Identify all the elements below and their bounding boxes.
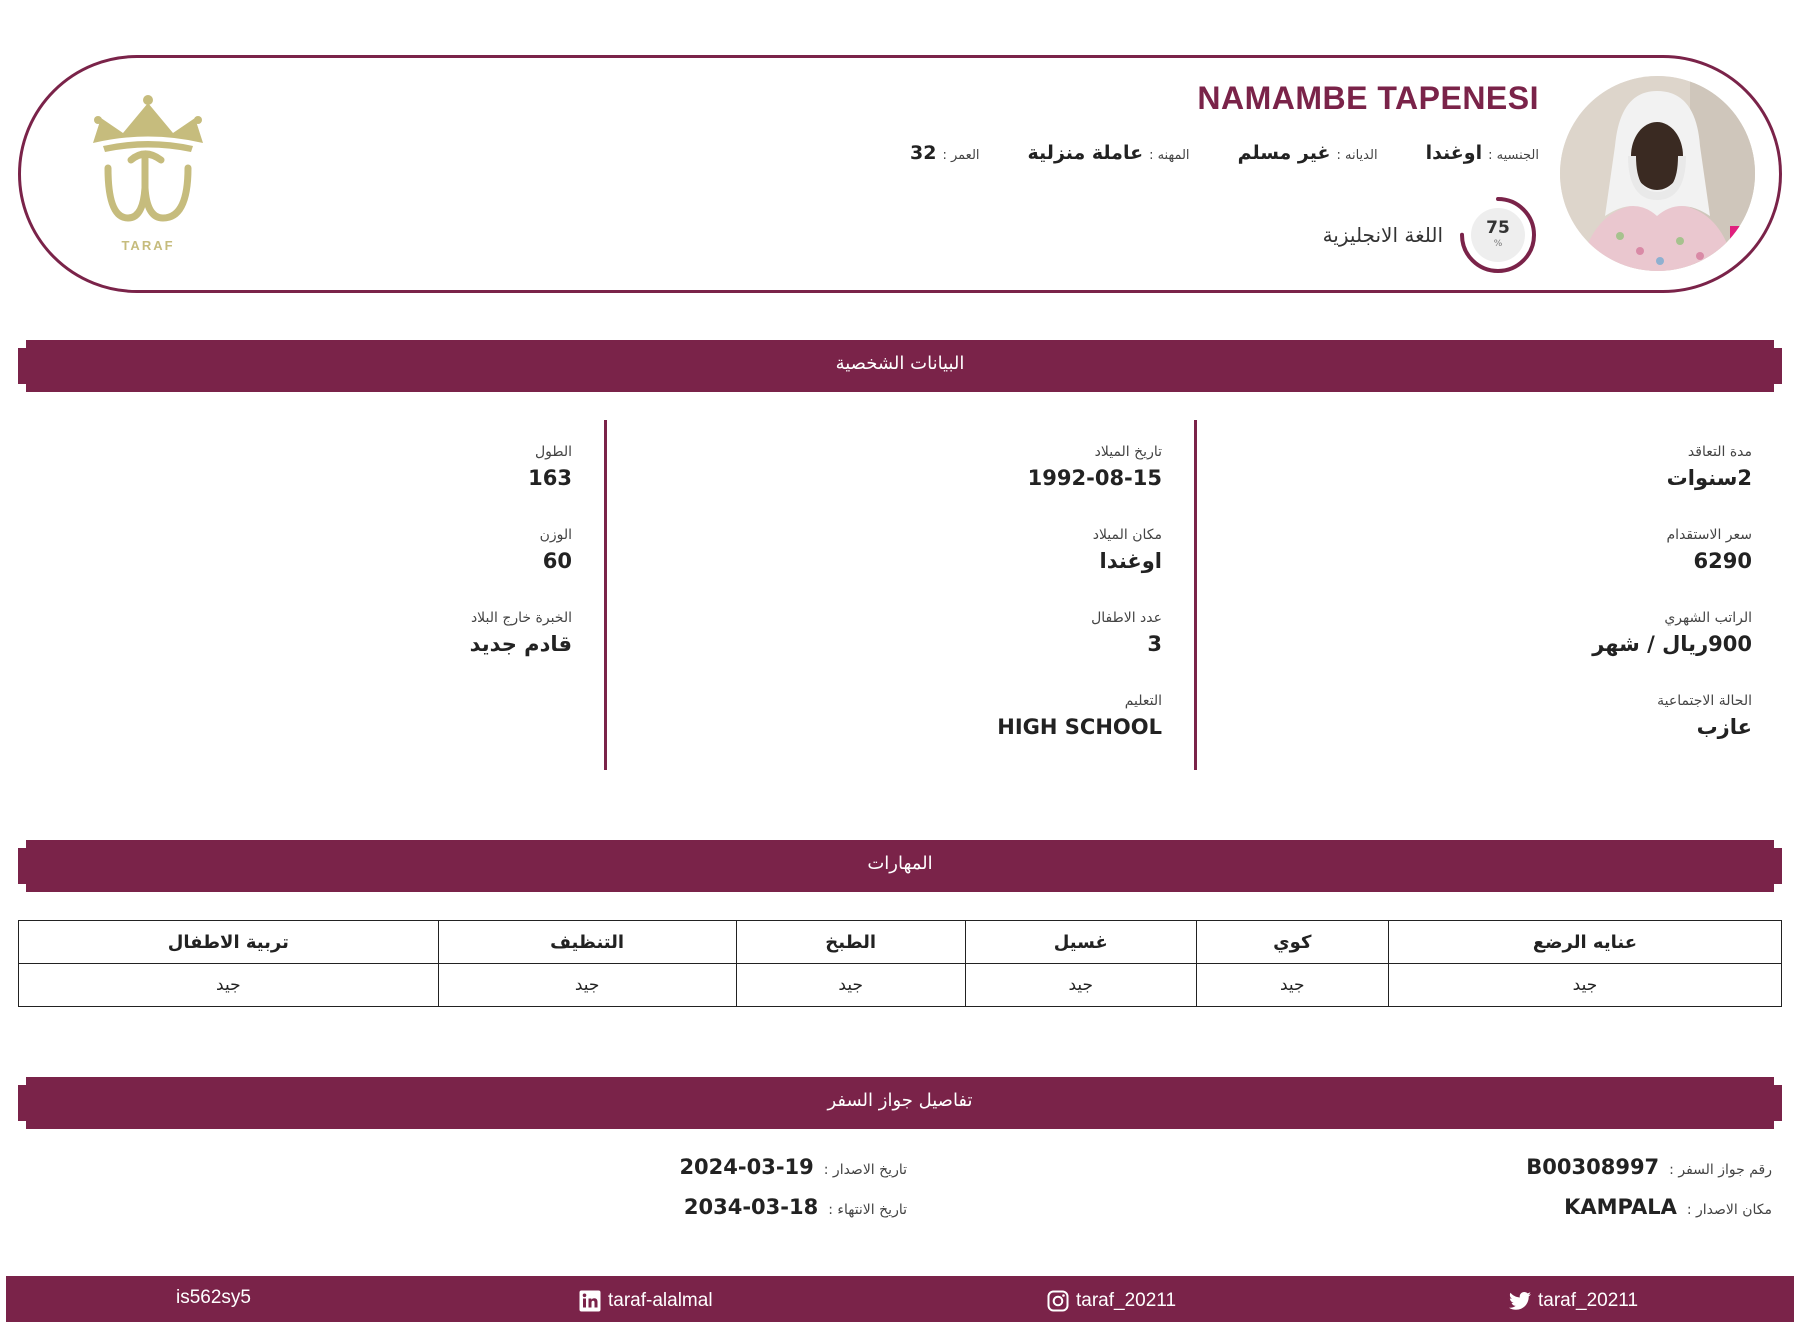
skills-header: [18, 840, 1782, 892]
birth-place-field: [1093, 527, 1162, 573]
nationality-label: الجنسيه :: [1488, 148, 1539, 163]
contract-duration-label: مدة التعاقد: [1687, 444, 1752, 460]
education-label: التعليم: [1124, 693, 1162, 709]
birth-date-field: [1028, 444, 1162, 490]
children-value: 3: [1147, 632, 1162, 656]
basic-info-row: [910, 142, 1539, 164]
weight-field: [540, 527, 572, 573]
skills-header-row: [19, 921, 1782, 964]
instagram-icon: [1046, 1289, 1070, 1313]
children-field: [1091, 610, 1162, 656]
height-field: [528, 444, 572, 490]
column-divider: [604, 420, 607, 770]
religion-item: [1238, 142, 1378, 164]
contract-duration-value: 2سنوات: [1666, 466, 1752, 490]
passport-details: [18, 1155, 1782, 1245]
language-score: 75: [1486, 218, 1510, 238]
skill-header-infant-care: عنايه الرضع: [1388, 921, 1781, 964]
issue-place-value: KAMPALA: [1564, 1195, 1677, 1219]
birth-date-value: 1992-08-15: [1027, 466, 1162, 490]
footer-twitter[interactable]: [1508, 1289, 1638, 1313]
birth-date-label: تاريخ الميلاد: [1094, 444, 1162, 460]
instagram-handle: taraf_20211: [1076, 1290, 1177, 1311]
issue-date-label: تاريخ الاصدار :: [823, 1162, 907, 1178]
language-gauge: [1457, 194, 1539, 276]
birth-place-label: مكان الميلاد: [1092, 527, 1162, 543]
skill-header-washing: غسيل: [965, 921, 1196, 964]
experience-value: قادم جديد: [469, 632, 572, 656]
skill-header-ironing: كوي: [1196, 921, 1388, 964]
skill-header-cleaning: التنظيف: [438, 921, 736, 964]
age-label: العمر :: [942, 148, 980, 163]
religion-label: الديانه :: [1336, 148, 1378, 163]
profile-code: is562sy5: [176, 1287, 251, 1308]
footer-code: [176, 1287, 251, 1309]
footer-linkedin[interactable]: [578, 1289, 713, 1313]
age-item: [910, 142, 980, 164]
profession-label: المهنه :: [1149, 148, 1190, 163]
issue-place-field: [1564, 1195, 1772, 1219]
language-skill: [1323, 194, 1539, 276]
personal-data-section: [18, 420, 1782, 770]
personal-column-right: [1252, 420, 1752, 770]
expiry-date-label: تاريخ الانتهاء :: [828, 1202, 907, 1218]
expiry-date-value: 2034-03-18: [683, 1195, 819, 1219]
passport-number-field: [1526, 1155, 1772, 1179]
profession-item: [1028, 142, 1190, 164]
contract-duration-field: [1667, 444, 1752, 490]
personal-column-middle: [662, 420, 1162, 770]
recruitment-price-value: 6290: [1693, 549, 1752, 573]
personal-data-title: البيانات الشخصية: [835, 353, 965, 374]
logo-text: TARAF: [121, 238, 175, 253]
crown-logo-icon: [83, 88, 213, 238]
birth-place-value: اوغندا: [1099, 549, 1162, 573]
education-field: [997, 693, 1162, 739]
weight-value: 60: [542, 549, 572, 573]
profession-value: عاملة منزلية: [1027, 142, 1144, 164]
language-percent-sign: %: [1493, 239, 1503, 249]
expiry-date-field: [684, 1195, 907, 1219]
skills-title: المهارات: [867, 853, 933, 874]
marital-status-value: عازب: [1696, 715, 1752, 739]
footer-bar: [6, 1276, 1794, 1322]
skill-rating-washing: جيد: [965, 964, 1196, 1007]
passport-number-label: رقم جواز السفر :: [1669, 1162, 1772, 1178]
skill-header-childcare: تربية الاطفال: [19, 921, 439, 964]
skill-rating-infant-care: جيد: [1388, 964, 1781, 1007]
twitter-handle: taraf_20211: [1538, 1290, 1639, 1311]
monthly-salary-field: [1592, 610, 1752, 656]
monthly-salary-value: 900ريال / شهر: [1592, 632, 1752, 656]
issue-date-field: [679, 1155, 907, 1179]
issue-place-label: مكان الاصدار :: [1686, 1202, 1772, 1218]
skill-rating-ironing: جيد: [1196, 964, 1388, 1007]
education-value: HIGH SCHOOL: [997, 715, 1162, 739]
skill-rating-cooking: جيد: [736, 964, 965, 1007]
passport-title: تفاصيل جواز السفر: [827, 1090, 973, 1111]
height-label: الطول: [534, 444, 572, 460]
linkedin-handle: taraf-alalmal: [608, 1290, 713, 1311]
age-value: 32: [910, 142, 937, 164]
language-label: اللغة الانجليزية: [1322, 223, 1443, 247]
recruitment-price-field: [1667, 527, 1752, 573]
column-divider: [1194, 420, 1197, 770]
passport-number-value: B00308997: [1526, 1155, 1660, 1179]
twitter-icon: [1508, 1289, 1532, 1313]
marital-status-field: [1657, 693, 1752, 739]
religion-value: غير مسلم: [1237, 142, 1331, 164]
profile-card: [18, 55, 1782, 293]
weight-label: الوزن: [539, 527, 572, 543]
personal-data-header: [18, 340, 1782, 392]
skills-table: [18, 920, 1782, 1007]
worker-name: NAMAMBE TAPENESI: [1197, 80, 1539, 116]
skill-header-cooking: الطبخ: [736, 921, 965, 964]
recruitment-price-label: سعر الاستقدام: [1666, 527, 1752, 543]
issue-date-value: 2024-03-19: [679, 1155, 814, 1179]
footer-instagram[interactable]: [1046, 1289, 1176, 1313]
skill-rating-childcare: جيد: [19, 964, 439, 1007]
personal-column-left: [72, 420, 572, 770]
passport-header: [18, 1077, 1782, 1129]
linkedin-icon: [578, 1289, 602, 1313]
children-label: عدد الاطفال: [1091, 610, 1162, 626]
experience-label: الخبرة خارج البلاد: [470, 610, 572, 626]
nationality-item: [1426, 142, 1539, 164]
experience-field: [470, 610, 572, 656]
nationality-value: اوغندا: [1425, 142, 1483, 164]
height-value: 163: [528, 466, 572, 490]
skill-rating-cleaning: جيد: [438, 964, 736, 1007]
skills-rating-row: [19, 964, 1782, 1007]
worker-photo: [1560, 76, 1755, 271]
monthly-salary-label: الراتب الشهري: [1664, 610, 1752, 626]
taraf-logo: [83, 88, 213, 258]
marital-status-label: الحالة الاجتماعية: [1657, 693, 1752, 709]
